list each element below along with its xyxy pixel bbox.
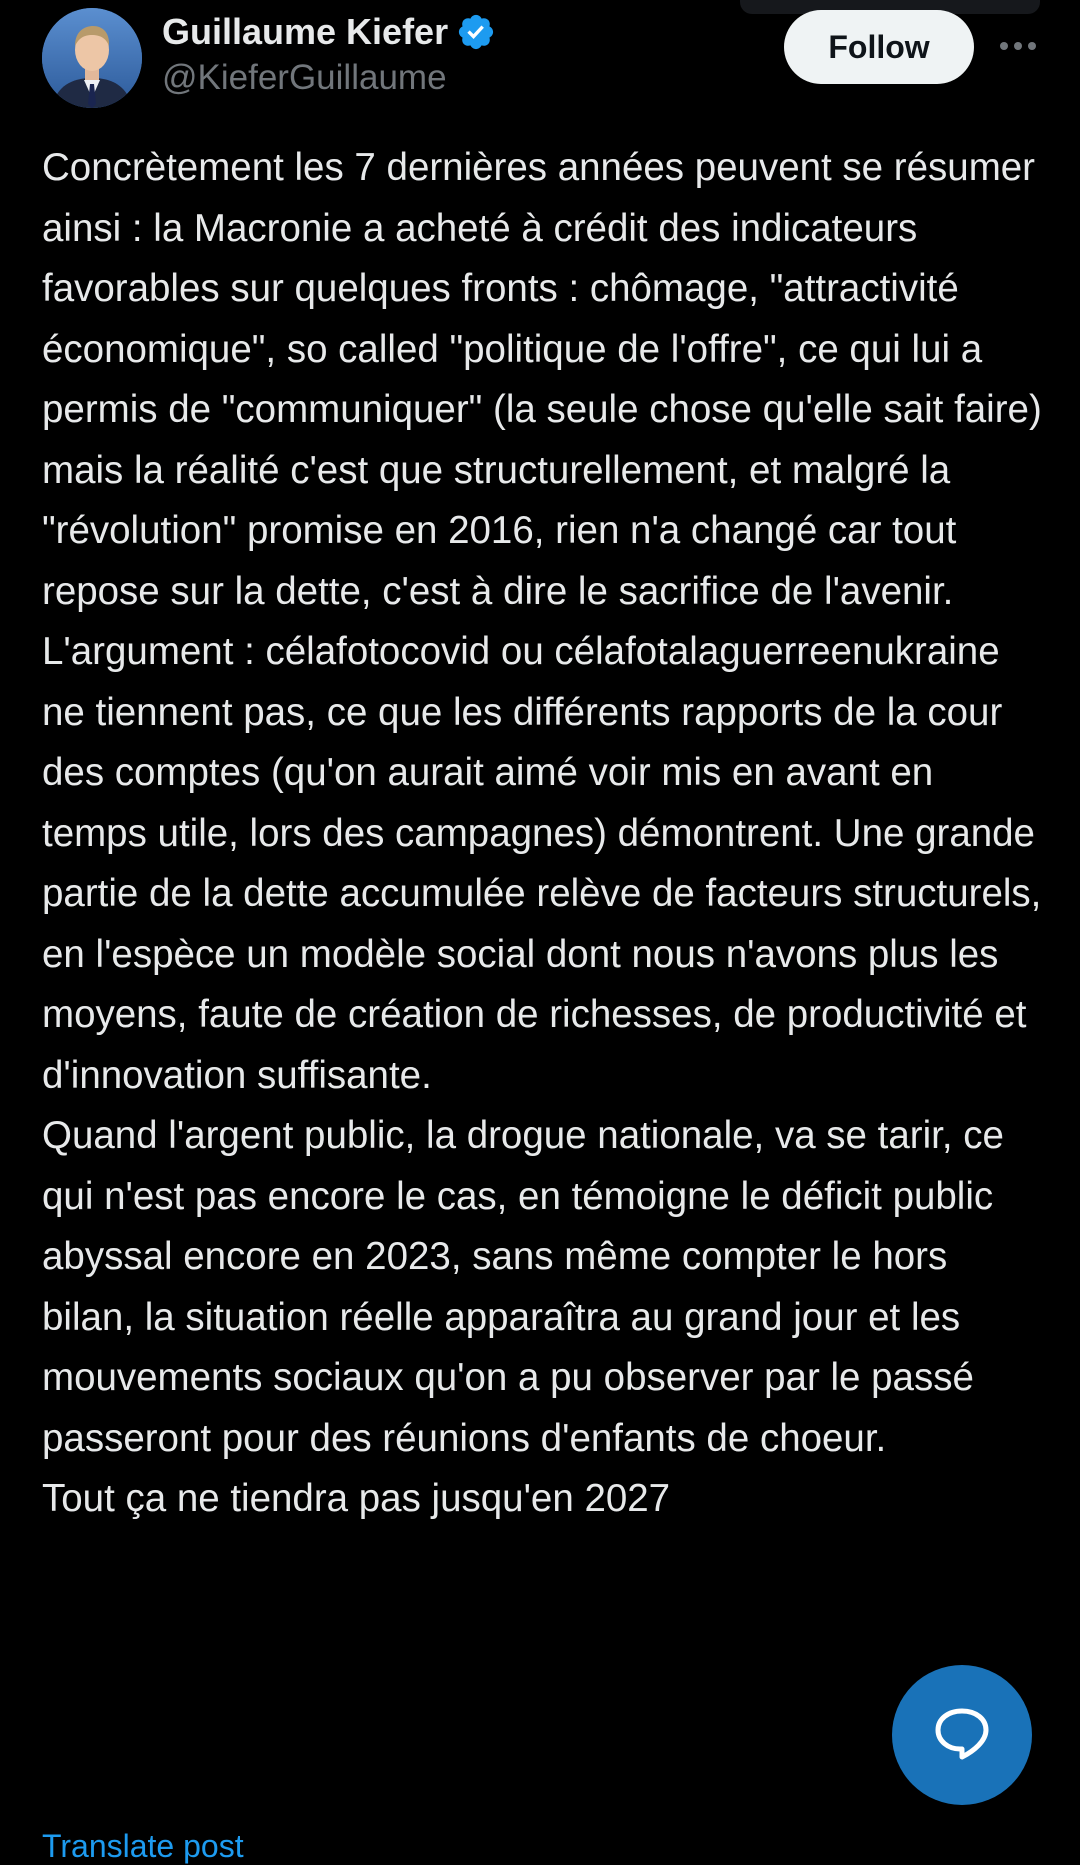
avatar-portrait-icon	[42, 8, 142, 108]
verified-badge-icon	[456, 12, 496, 52]
compose-message-button[interactable]	[892, 1665, 1032, 1805]
translate-post-link[interactable]: Translate post	[42, 1828, 244, 1864]
follow-button[interactable]: Follow	[784, 10, 974, 84]
author-handle[interactable]: @KieferGuillaume	[162, 58, 447, 97]
author-display-name[interactable]: Guillaume Kiefer	[162, 11, 449, 52]
tweet-text: Concrètement les 7 dernières années peuvent se résumer ainsi : la Macronie a acheté à crédit des indicateurs favorables sur quelques fronts : chômage, "attractivité économique", so called "politique de l'offre", ce qui lui a permis de "communiquer" (la seule chose qu'elle sait faire) mais la réalité c'est que structurellement, et malgré la "révolution" promise en 2016, rien n'a changé car tout repose sur la dette, c'est à dire le sacrifice de l'avenir. L'argument : célafotocovid ou célafotalaguerreenukraine ne tiennent pas, ce que les différents rapports de la cour des comptes (qu'on aurait aimé voir mis en avant en temps utile, lors des campagnes) démontrent. Une grande partie de la dette accumulée relève de facteurs structurels, en l'espèce un modèle social dont nous n'avons plus les moyens, faute de création de richesses, de productivité et d'innovation suffisante. Quand l'argent public, la drogue nationale, va se tarir, ce qui n'est pas encore le cas, en témoigne le déficit public abyssal encore en 2023, sans même compter le hors bilan, la situation réelle apparaîtra au grand jour et les mouvements sociaux qu'on a pu observer par le passé passeront pour des réunions d'enfants de choeur. Tout ça ne tiendra pas jusqu'en 2027	[42, 146, 1042, 1520]
chat-bubble-icon	[932, 1703, 992, 1768]
author-name-row	[162, 8, 496, 56]
more-options-icon[interactable]	[996, 28, 1040, 64]
avatar[interactable]	[42, 8, 142, 108]
tweet-header	[0, 0, 1080, 120]
